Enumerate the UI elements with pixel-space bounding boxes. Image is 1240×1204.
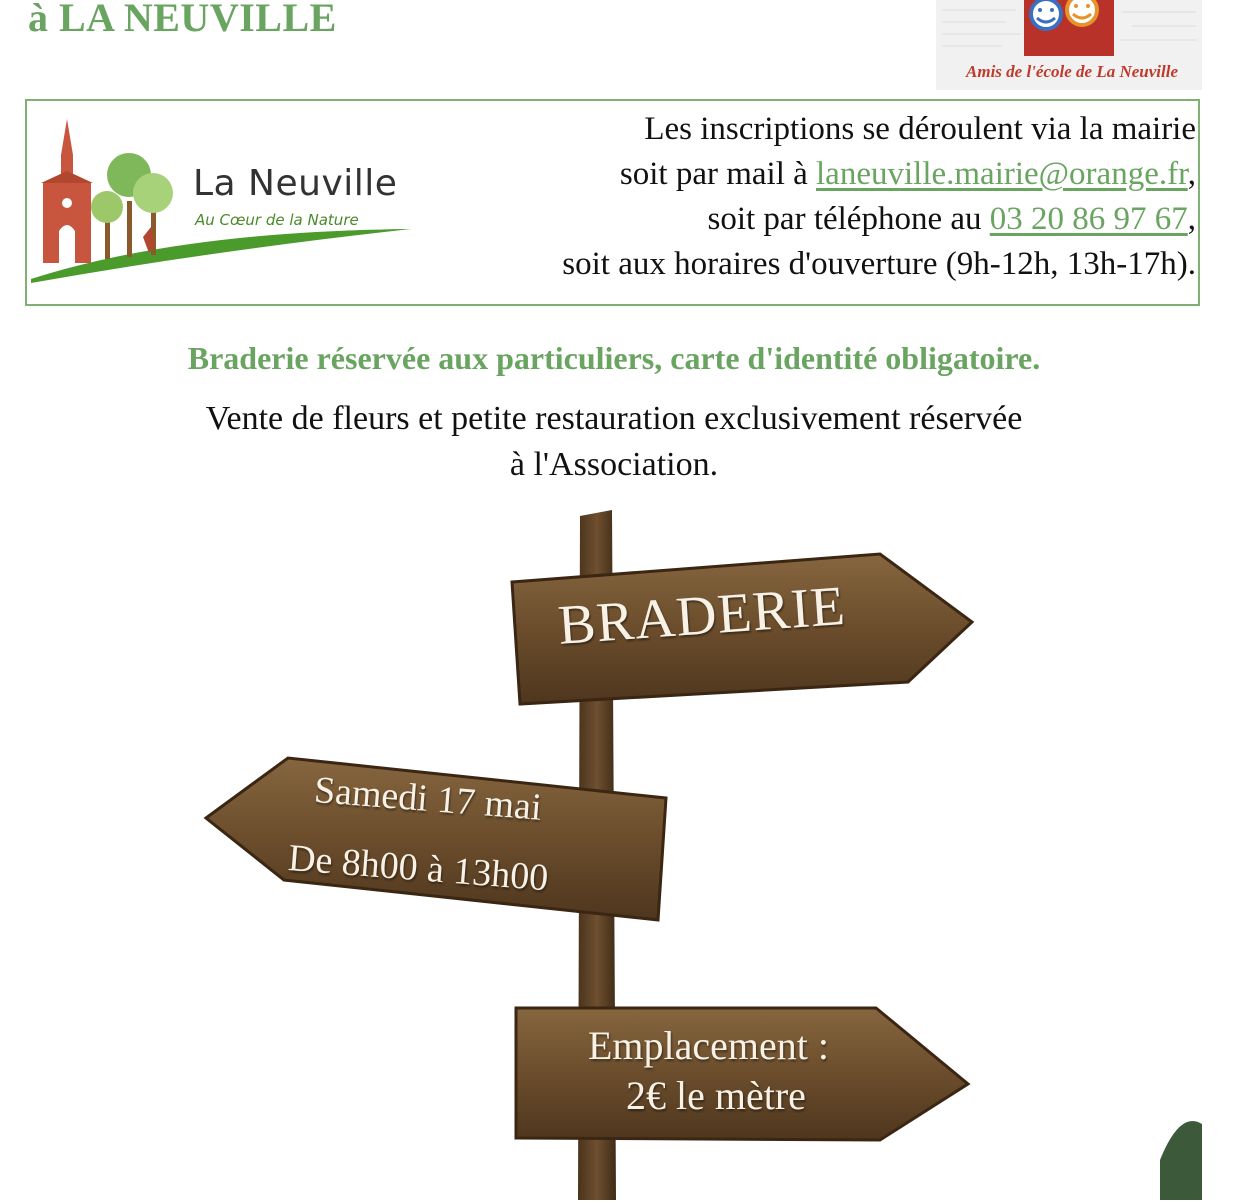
email-prefix: soit par mail à xyxy=(619,156,817,192)
page-title: à LA NEUVILLE xyxy=(28,0,337,40)
phone-link[interactable]: 03 20 86 97 67 xyxy=(989,201,1188,237)
town-tagline: Au Cœur de la Nature xyxy=(195,211,359,229)
registration-line-4: soit aux horaires d'ouverture (9h-12h, 13h-17h). xyxy=(562,246,1196,282)
sales-notice-line-1: Vente de fleurs et petite restauration exclusivement réservée xyxy=(205,400,1023,437)
registration-line-2 xyxy=(562,152,1196,197)
town-logo xyxy=(31,111,421,291)
town-name: La Neuville xyxy=(193,163,398,204)
registration-line-1: Les inscriptions se déroulent via la mairie xyxy=(644,111,1196,147)
bush-shape xyxy=(1160,1121,1202,1200)
sign-date-label: Samedi 17 mai xyxy=(312,768,544,829)
trees-icon xyxy=(91,153,173,259)
phone-suffix: , xyxy=(1187,201,1196,237)
registration-box xyxy=(25,99,1200,306)
email-suffix: , xyxy=(1187,156,1196,192)
church-icon xyxy=(41,119,93,263)
sales-notice-line-2: à l'Association. xyxy=(509,446,719,483)
sales-notice xyxy=(70,396,1158,488)
sign-hours-label: De 8h00 à 13h00 xyxy=(286,836,550,900)
sign-pitch-label: Emplacement : xyxy=(588,1023,830,1068)
registration-text xyxy=(562,107,1196,287)
email-link[interactable]: laneuville.mairie@orange.fr xyxy=(816,156,1188,192)
private-only-notice: Braderie réservée aux particuliers, carte d'identité obligatoire. xyxy=(187,340,1041,376)
sign-event-label: BRADERIE xyxy=(556,574,848,657)
registration-line-3 xyxy=(562,197,1196,242)
sign-pitch-price: 2€ le mètre xyxy=(626,1073,806,1118)
association-caption: Amis de l'école de La Neuville xyxy=(966,62,1178,81)
phone-prefix: soit par téléphone au xyxy=(707,201,990,237)
signpost-illustration xyxy=(0,500,1240,1200)
